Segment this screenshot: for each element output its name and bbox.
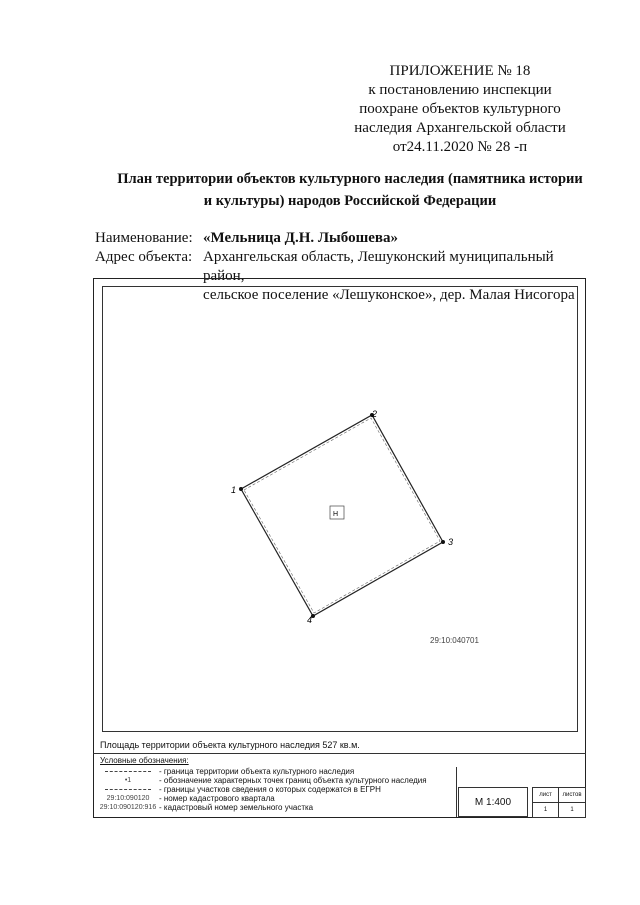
sheet-value: 1 bbox=[533, 803, 559, 818]
footer-separator bbox=[93, 753, 586, 754]
legend-item: - граница территории объекта культурного наследия bbox=[97, 767, 457, 776]
legend-item: 29:10:090120:916 - кадастровый номер земельного участка bbox=[97, 803, 457, 812]
name-label: Наименование: bbox=[95, 230, 193, 246]
appendix-line-2: к постановлению инспекции bbox=[368, 82, 552, 98]
legend-title: Условные обозначения: bbox=[100, 756, 189, 765]
legend bbox=[97, 767, 457, 812]
point-2-label: 2 bbox=[372, 409, 378, 419]
legend-symbol-parcel: 29:10:090120:916 bbox=[99, 804, 157, 811]
plan-drawing bbox=[103, 287, 579, 733]
territory-boundary bbox=[241, 415, 443, 616]
title-line-2: и культуры) народов Российской Федерации bbox=[203, 193, 497, 209]
appendix-date: от24.11.2020 № 28 -п bbox=[392, 139, 528, 155]
area-text: Площадь территории объекта культурного наследия 527 кв.м. bbox=[100, 740, 360, 750]
address-line-2: сельское поселение «Лешуконское», дер. Малая Нисогора bbox=[203, 287, 575, 303]
document-title bbox=[60, 168, 640, 212]
legend-item: - границы участков сведения о которых содержатся в ЕГРН bbox=[97, 785, 457, 794]
legend-symbol-boundary bbox=[97, 767, 159, 776]
point-4-label: 4 bbox=[307, 615, 313, 625]
sheet-table bbox=[532, 787, 586, 818]
legend-symbol-egrn bbox=[97, 785, 159, 794]
point-3-label: 3 bbox=[448, 537, 454, 547]
appendix-line-4: наследия Архангельской области bbox=[354, 120, 566, 136]
sheets-value: 1 bbox=[559, 803, 586, 818]
point-1-marker bbox=[239, 487, 243, 491]
appendix-line-3: поохране объектов культурного bbox=[359, 101, 561, 117]
point-3-marker bbox=[441, 540, 445, 544]
address-line-1: Архангельская область, Лешуконский муниципальный район, bbox=[203, 249, 554, 284]
legend-symbol-quarter: 29:10:090120 bbox=[106, 795, 150, 802]
sheet-label: лист bbox=[533, 788, 559, 803]
point-1-label: 1 bbox=[231, 485, 237, 495]
title-line-1: План территории объектов культурного наследия (памятника истории bbox=[117, 171, 583, 187]
legend-symbol-point: •1 bbox=[124, 777, 132, 784]
appendix-number: ПРИЛОЖЕНИЕ № 18 bbox=[389, 63, 531, 79]
legend-item: •1 - обозначение характерных точек границ объекта культурного наследия bbox=[97, 776, 457, 785]
name-value: «Мельница Д.Н. Лыбошева» bbox=[203, 230, 398, 246]
plan-map bbox=[102, 286, 578, 732]
center-mark-label: Н bbox=[333, 511, 339, 518]
address-label: Адрес объекта: bbox=[95, 249, 193, 265]
sheets-label: листов bbox=[559, 788, 586, 803]
legend-item: 29:10:090120 - номер кадастрового квартала bbox=[97, 794, 457, 803]
territory-boundary-inner bbox=[244, 418, 440, 613]
appendix-header bbox=[330, 62, 590, 157]
scale: М 1:400 bbox=[458, 787, 528, 817]
cadastral-quarter: 29:10:040701 bbox=[430, 636, 479, 645]
